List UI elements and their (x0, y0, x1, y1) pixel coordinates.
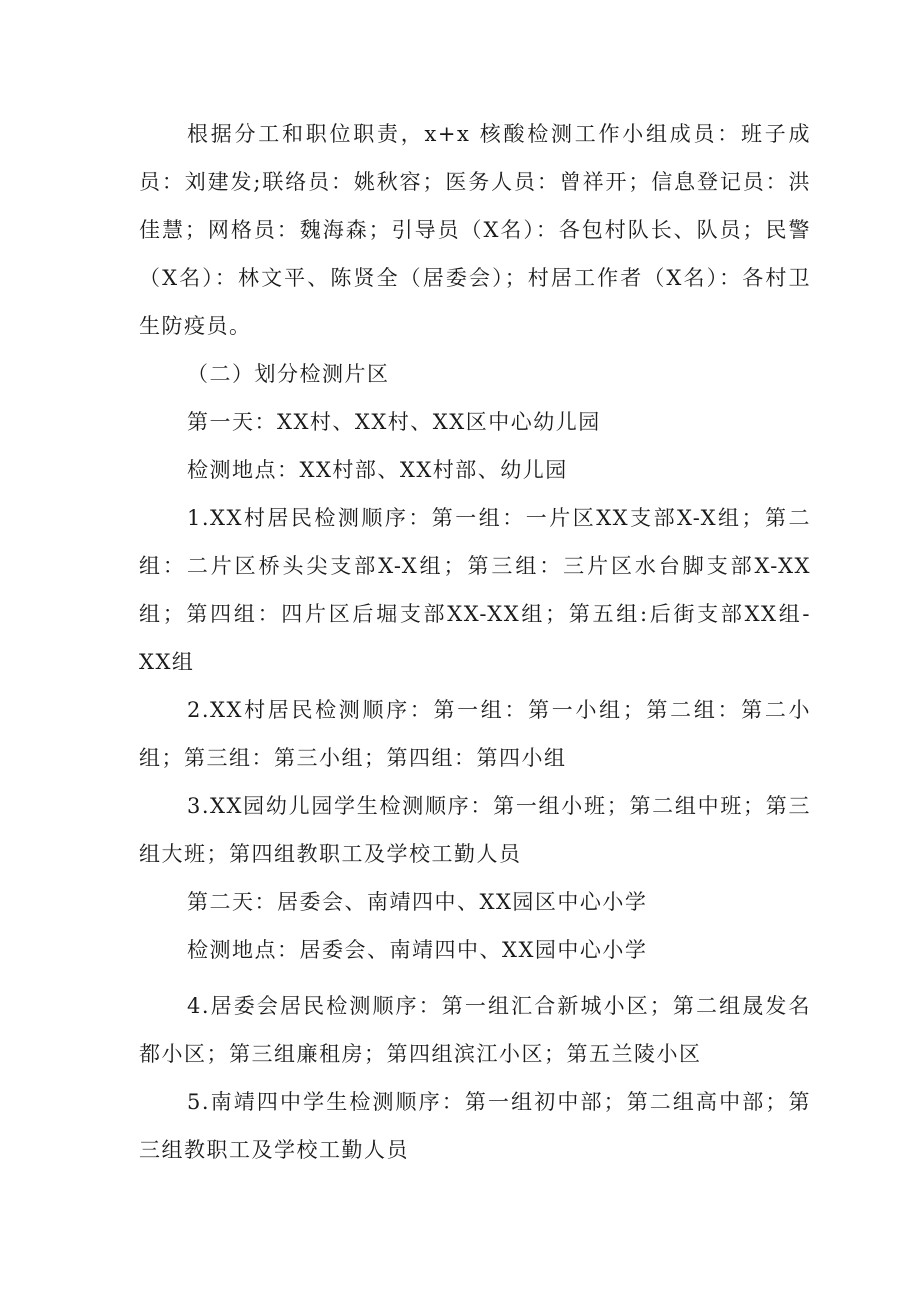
list-item-1: 1.XX村居民检测顺序：第一组：一片区XX支部X-X组；第二组：二片区桥头尖支部X-X组；第三组：三片区水台脚支部X-XX组；第四组：四片区后堀支部XX-XX组；第五组:后街支部XX组-XX组 (139, 506, 811, 674)
section-heading-test-zones: （二）划分检测片区 (187, 362, 390, 386)
list-item-3: 3.XX园幼儿园学生检测顺序：第一组小班；第二组中班；第三组大班；第四组教职工及学校工勤人员 (139, 794, 811, 866)
list-item-4: 4.居委会居民检测顺序：第一组汇合新城小区；第二组晟发名都小区；第三组廉租房；第四组滨江小区；第五兰陵小区 (139, 994, 811, 1066)
paragraph-day-one-location: 检测地点：XX村部、XX村部、幼儿园 (187, 458, 568, 482)
list-item-5: 5.南靖四中学生检测顺序：第一组初中部；第二组高中部；第三组教职工及学校工勤人员 (139, 1090, 811, 1162)
document-body (139, 110, 811, 1174)
paragraph-day-one: 第一天：XX村、XX村、XX区中心幼儿园 (187, 410, 601, 434)
paragraph-day-two: 第二天：居委会、南靖四中、XX园区中心小学 (187, 890, 648, 914)
list-item-2: 2.XX村居民检测顺序：第一组：第一小组；第二组：第二小组；第三组：第三小组；第四组：第四小组 (139, 698, 811, 770)
paragraph-day-two-location: 检测地点：居委会、南靖四中、XX园中心小学 (187, 938, 648, 962)
paragraph-team-members: 根据分工和职位职责，x+x 核酸检测工作小组成员：班子成员：刘建发;联络员：姚秋容；医务人员：曾祥开；信息登记员：洪佳慧；网格员：魏海森；引导员（X名）：各包村队长、队员；民警（X名）：林文平、陈贤全（居委会）；村居工作者（X名）：各村卫生防疫员。 (139, 122, 811, 338)
